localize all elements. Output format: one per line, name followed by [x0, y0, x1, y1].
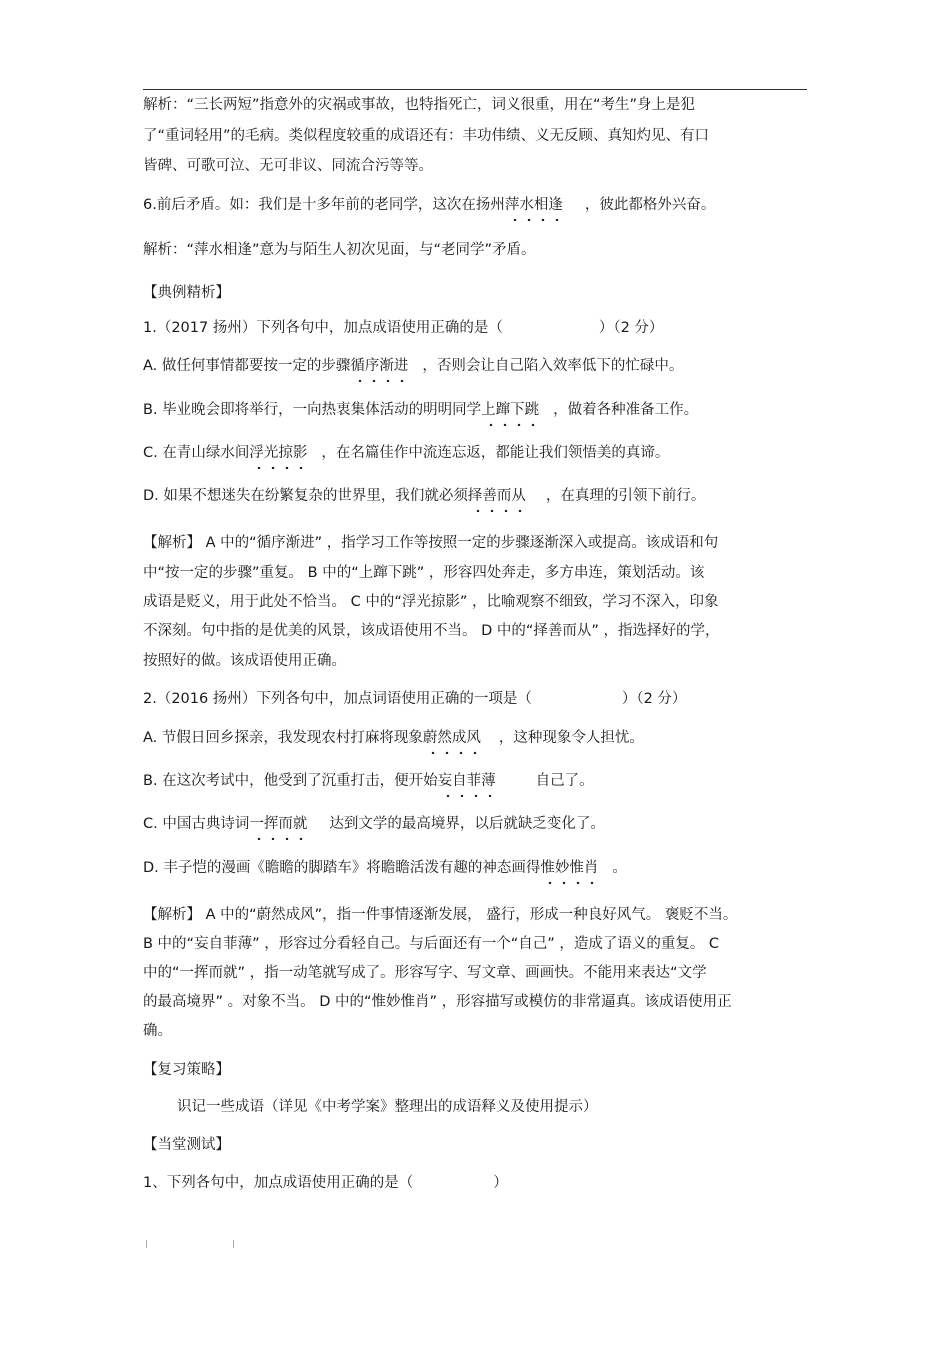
- analysis-line: 按照好的做。该成语使用正确。: [143, 653, 346, 669]
- option-a: [143, 728, 644, 748]
- dotted-idiom: 循序渐进: [350, 358, 409, 374]
- item-6-text: ，彼此都格外兴奋。: [584, 197, 716, 213]
- analysis-line: 确。: [143, 1023, 172, 1039]
- section-heading-test: 【当堂测试】: [143, 1137, 230, 1153]
- analysis-line: 中“按一定的步骤”重复。 B 中的“上蹿下跳” ，形容四处奔走，多方串连，策划活动。该: [143, 565, 705, 581]
- page-mark: [146, 1240, 147, 1248]
- review-text: 识记一些成语（详见《中考学案》整理出的成语释义及使用提示）: [177, 1099, 598, 1115]
- dotted-idiom: 择善而从: [467, 488, 526, 504]
- stem-text: 1.（2017 扬州）下列各句中，加点成语使用正确的是（: [143, 320, 503, 336]
- analysis-6: 解析：“萍水相逢”意为与陌生人初次见面，与“老同学”矛盾。: [143, 242, 536, 258]
- test-question-1: [143, 1173, 508, 1193]
- option-text: B. 毕业晚会即将举行，一向热衷集体活动的明明同学: [143, 402, 482, 418]
- option-d: [143, 486, 705, 506]
- analysis-line: B 中的“妄自菲薄” ，形容过分看轻自己。与后面还有一个“自己” ，造成了语义的重复。 C: [143, 936, 720, 952]
- question-1-stem: [143, 318, 663, 338]
- item-6: [143, 195, 715, 215]
- option-text: ，做着各种准备工作。: [553, 402, 699, 418]
- item-6-text: 6.前后矛盾。如：我们是十多年前的老同学，这次在扬州: [143, 197, 505, 213]
- header-rule: [143, 89, 807, 90]
- stem-text: 2.（2016 扬州）下列各句中，加点词语使用正确的一项是（: [143, 691, 532, 707]
- question-2-stem: [143, 689, 686, 709]
- analysis-line: 了“重词轻用”的毛病。类似程度较重的成语还有：丰功伟绩、义无反顾、真知灼见、有口: [143, 128, 710, 144]
- option-text: D. 如果不想迷失在纷繁复杂的世界里，我们就必须: [143, 488, 468, 504]
- analysis-line: 中的“一挥而就” ，指一动笔就写成了。形容写字、写文章、画画快。不能用来表达“文学: [143, 965, 707, 981]
- option-text: D. 丰子恺的漫画《瞻瞻的脚踏车》将瞻瞻活泼有趣的神态画得: [143, 860, 541, 876]
- section-heading-review: 【复习策略】: [143, 1062, 230, 1078]
- section-heading-examples: 【典例精析】: [143, 285, 230, 301]
- dotted-idiom: 上蹿下跳: [481, 402, 540, 418]
- option-a: [143, 356, 683, 376]
- option-b: [143, 400, 698, 420]
- stem-text: 1、下列各句中，加点成语使用正确的是（: [143, 1175, 414, 1191]
- option-text: ，在真理的引领下前行。: [545, 488, 706, 504]
- analysis-line: 解析：“三长两短”指意外的灾祸或事故，也特指死亡，词义很重，用在“考生”身上是犯: [143, 97, 696, 113]
- option-text: 。: [612, 860, 627, 876]
- analysis-line: 【解析】 A 中的“蔚然成风”，指一件事情逐渐发展， 盛行，形成一种良好风气。 褒贬不当。: [143, 907, 738, 923]
- option-text: A. 节假日回乡探亲，我发现农村打麻将现象: [143, 730, 423, 746]
- option-d: [143, 858, 627, 878]
- dotted-idiom: 一挥而就: [249, 816, 308, 832]
- option-text: ，这种现象令人担忧。: [498, 730, 644, 746]
- analysis-line: 不深刻。句中指的是优美的风景，该成语使用不当。 D 中的“择善而从” ，指选择好的学，: [143, 623, 720, 639]
- option-text: ，否则会让自己陷入效率低下的忙碌中。: [422, 358, 684, 374]
- option-c: [143, 814, 605, 834]
- dotted-idiom: 妄自菲薄: [437, 773, 496, 789]
- page-mark: [233, 1240, 234, 1248]
- option-b: [143, 771, 594, 791]
- option-text: A. 做任何事情都要按一定的步骤: [143, 358, 351, 374]
- stem-text: ）（2 分）: [621, 691, 687, 707]
- option-text: B. 在这次考试中，他受到了沉重打击，便开始: [143, 773, 438, 789]
- option-text: 自己了。: [535, 773, 594, 789]
- option-text: C. 在青山绿水间: [143, 445, 250, 461]
- dotted-idiom: 蔚然成风: [422, 730, 481, 746]
- analysis-line: 成语是贬义，用于此处不恰当。 C 中的“浮光掠影” ，比喻观察不细致，学习不深入，印象: [143, 594, 719, 610]
- dotted-idiom: 浮光掠影: [249, 445, 308, 461]
- stem-text: ）（2 分）: [598, 320, 664, 336]
- option-text: ，在名篇佳作中流连忘返，都能让我们领悟美的真谛。: [321, 445, 670, 461]
- stem-text: ）: [493, 1175, 508, 1191]
- option-text: 达到文学的最高境界，以后就缺乏变化了。: [329, 816, 605, 832]
- analysis-line: 【解析】 A 中的“循序渐进” ，指学习工作等按照一定的步骤逐渐深入或提高。该成语和句: [143, 535, 719, 551]
- dotted-idiom: 萍水相逢: [504, 197, 563, 213]
- option-c: [143, 443, 669, 463]
- option-text: C. 中国古典诗词: [143, 816, 250, 832]
- dotted-idiom: 惟妙惟肖: [540, 860, 599, 876]
- analysis-line: 皆碑、可歌可泣、无可非议、同流合污等等。: [143, 158, 433, 174]
- analysis-line: 的最高境界” 。对象不当。 D 中的“惟妙惟肖” ，形容描写或模仿的非常逼真。该成语使用正: [143, 994, 732, 1010]
